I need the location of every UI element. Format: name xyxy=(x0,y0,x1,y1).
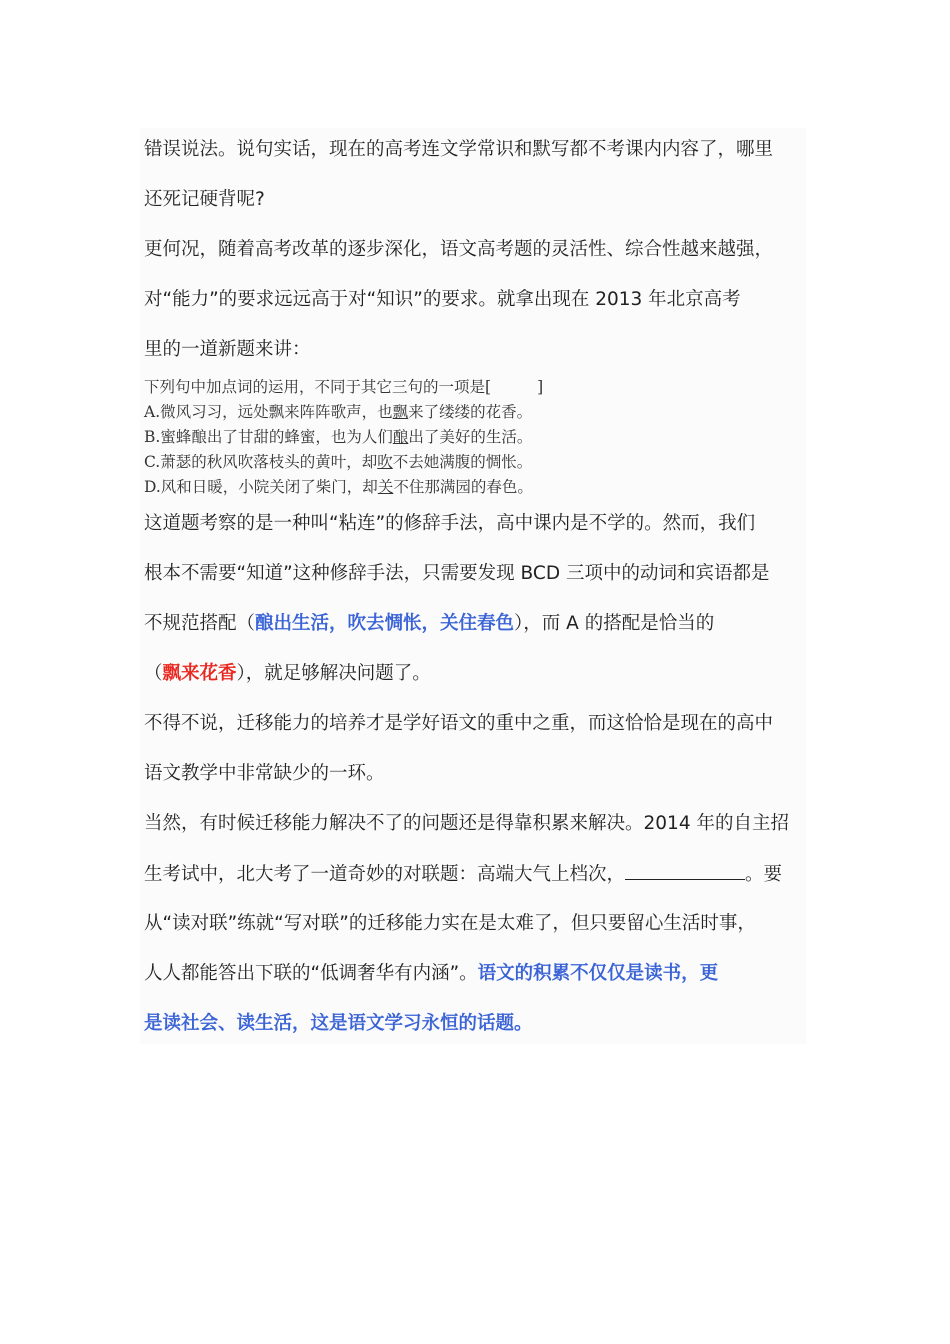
text-run: 人人都能答出下联的“低调奢华有内涵”。 xyxy=(144,963,478,984)
paragraph-line: 不得不说，迁移能力的培养才是学好语文的重中之重，而这恰恰是现在的高中 xyxy=(144,713,774,734)
quiz-option-b xyxy=(144,425,532,450)
highlight-red-text: 飘来花香 xyxy=(162,663,237,684)
text-run: 。要 xyxy=(745,864,783,885)
option-key-word: 关 xyxy=(377,478,394,496)
paragraph-line xyxy=(144,1011,533,1037)
highlight-blue-text: 是读社会、读生活，这是语文学习永恒的话题。 xyxy=(144,1013,533,1034)
paragraph-line xyxy=(144,611,714,637)
text-run: 生考试中，北大考了一道奇妙的对联题：高端大气上档次， xyxy=(144,864,626,885)
paragraph-line: 当然，有时候迁移能力解决不了的问题还是得靠积累来解决。2014 年的自主招 xyxy=(144,813,789,834)
paragraph-line: 对“能力”的要求远远高于对“知识”的要求。就拿出现在 2013 年北京高考 xyxy=(144,289,741,310)
text-run: 不规范搭配（ xyxy=(144,613,256,634)
option-text: 不去她满腹的惆怅。 xyxy=(392,453,533,471)
option-key-word: 飘 xyxy=(392,403,409,421)
highlight-blue-text: 语文的积累不仅仅是读书，更 xyxy=(477,963,719,984)
paragraph-line: 根本不需要“知道”这种修辞手法，只需要发现 BCD 三项中的动词和宾语都是 xyxy=(144,563,770,584)
text-run: ），而 A 的搭配是恰当的 xyxy=(514,613,715,634)
paragraph-line: 语文教学中非常缺少的一环。 xyxy=(144,763,385,784)
option-text: 来了缕缕的花香。 xyxy=(408,403,533,421)
text-run: ），就足够解决问题了。 xyxy=(236,663,431,684)
option-text: 不住那满园的春色。 xyxy=(393,478,533,496)
option-key-word: 吹 xyxy=(377,453,393,471)
quiz-option-a xyxy=(144,400,532,425)
option-text: D.风和日暖，小院关闭了柴门，却 xyxy=(144,478,378,496)
quiz-stem xyxy=(144,375,543,400)
paragraph-line xyxy=(144,661,431,687)
option-text: A.微风习习，远处飘来阵阵歌声，也 xyxy=(144,403,393,421)
quiz-stem-text: 下列句中加点词的运用，不同于其它三句的一项是[ xyxy=(144,378,492,396)
paragraph-line: 还死记硬背呢? xyxy=(144,189,265,210)
paragraph-line: 这道题考察的是一种叫“粘连”的修辞手法，高中课内是不学的。然而，我们 xyxy=(144,513,756,534)
paragraph-line: 更何况，随着高考改革的逐步深化，语文高考题的灵活性、综合性越来越强， xyxy=(144,239,774,260)
option-text: C.萧瑟的秋风吹落枝头的黄叶，却 xyxy=(144,453,378,471)
paragraph-line xyxy=(144,861,782,888)
option-text: B.蜜蜂酿出了甘甜的蜂蜜，也为人们 xyxy=(144,428,393,446)
text-run: （ xyxy=(144,663,163,684)
paragraph-line xyxy=(144,961,718,987)
option-text: 出了美好的生活。 xyxy=(408,428,533,446)
quiz-option-c xyxy=(144,450,532,475)
quiz-stem-close: ] xyxy=(537,378,544,396)
paragraph-line: 从“读对联”练就“写对联”的迁移能力实在是太难了，但只要留心生活时事， xyxy=(144,913,756,934)
option-key-word: 酿 xyxy=(392,428,409,446)
paragraph-line: 错误说法。说句实话，现在的高考连文学常识和默写都不考课内内容了，哪里 xyxy=(144,139,774,160)
fill-in-blank xyxy=(625,861,745,880)
highlight-blue-text: 酿出生活，吹去惆怅，关住春色 xyxy=(255,613,515,634)
paragraph-line: 里的一道新题来讲： xyxy=(144,339,311,360)
quiz-option-d xyxy=(144,475,533,500)
